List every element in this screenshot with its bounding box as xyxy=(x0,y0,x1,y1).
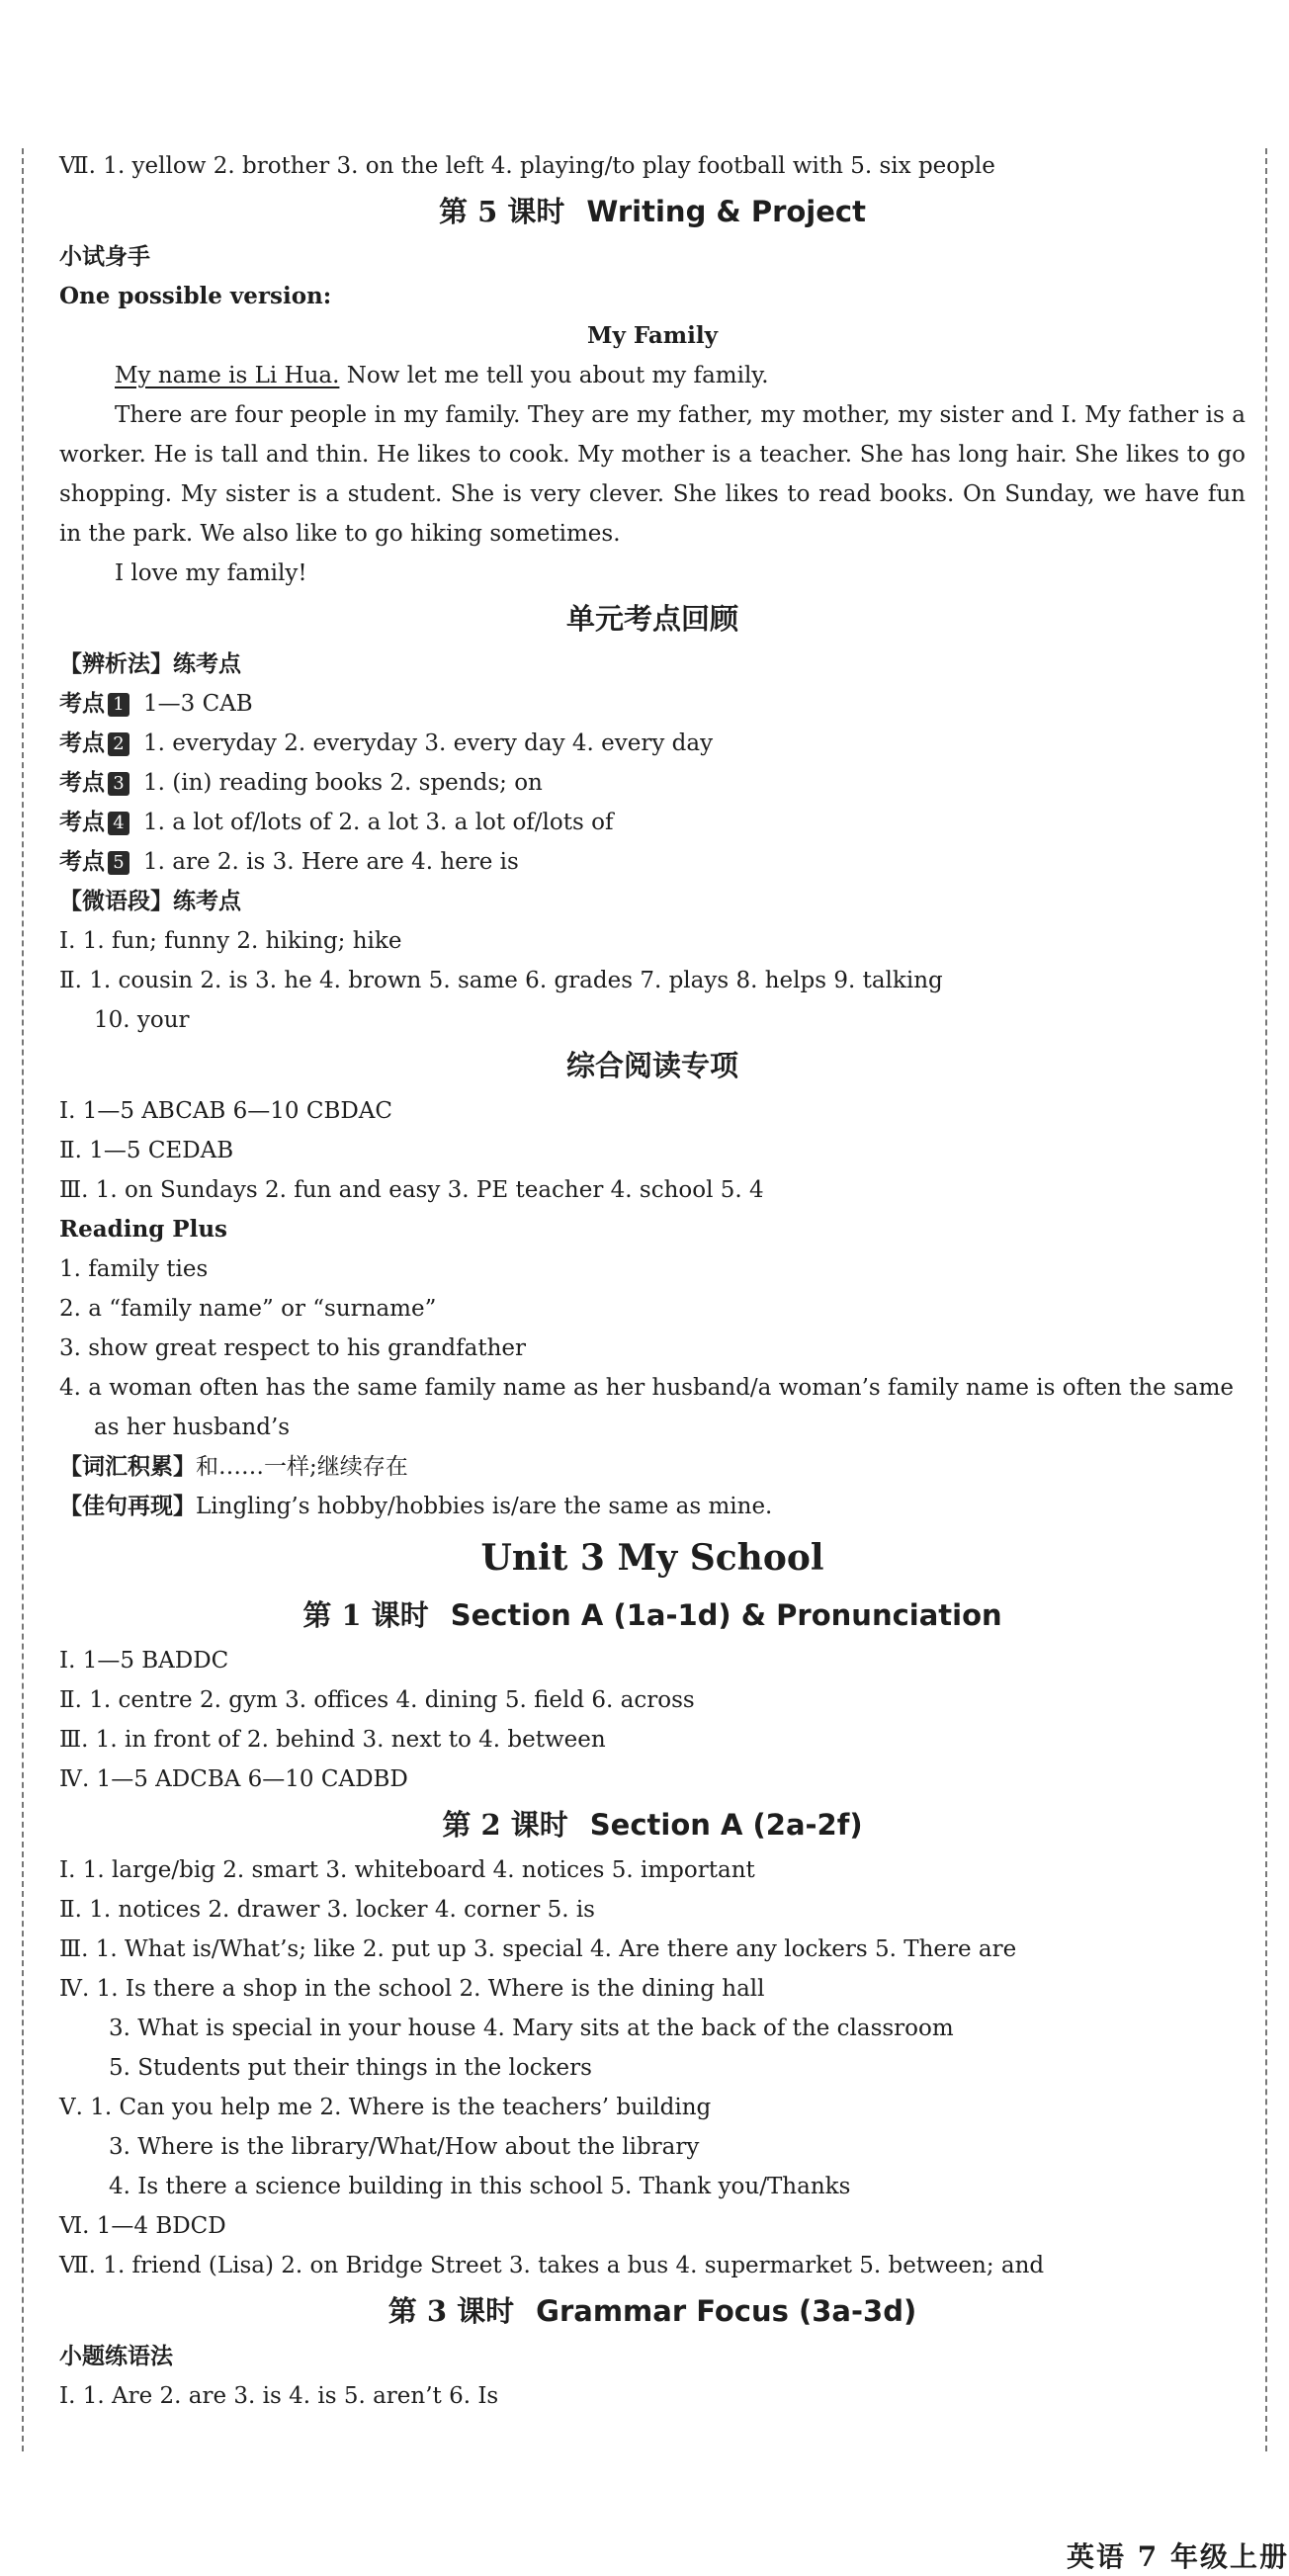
unit3-lesson2-cn: 第 2 课时 xyxy=(442,1808,568,1842)
unit3-lesson3-cn: 第 3 课时 xyxy=(387,2294,515,2328)
kaodian-number-badge: 1 xyxy=(108,693,129,717)
kaodian-row-4 xyxy=(59,803,1246,842)
review-line-i: Ⅰ. 1. fun; funny 2. hiking; hike xyxy=(59,928,402,954)
version-label: One possible version: xyxy=(59,283,332,309)
kaodian-number-badge: 4 xyxy=(108,812,129,835)
essay-paragraph-3: I love my family! xyxy=(115,560,307,586)
kaodian-row-2 xyxy=(59,724,1246,763)
u3l1-line-i: Ⅰ. 1—5 BADDC xyxy=(59,1648,229,1674)
kaodian-answer: 1. everyday 2. everyday 3. every day 4. every day xyxy=(143,730,714,756)
u3l2-line-v: Ⅴ. 1. Can you help me 2. Where is the teachers’ building xyxy=(59,2095,712,2120)
u3l3-line-i: Ⅰ. 1. Are 2. are 3. is 4. is 5. aren’t 6. Is xyxy=(59,2383,499,2409)
unit3-lesson3-en: Grammar Focus (3a-3d) xyxy=(536,2294,917,2328)
reading-plus-4-cont: as her husband’s xyxy=(94,1415,291,1440)
unit3-lesson2-heading xyxy=(59,1799,1246,1850)
unit3-lesson2-en: Section A (2a-2f) xyxy=(589,1808,863,1842)
reading-plus-4: 4. a woman often has the same family name as her husband/a woman’s family name is often the same xyxy=(59,1375,1235,1401)
sentence-text: Lingling’s hobby/hobbies is/are the same as mine. xyxy=(196,1494,773,1519)
vocab-line xyxy=(59,1447,1246,1487)
u3l1-line-iv: Ⅳ. 1—5 ADCBA 6—10 CADBD xyxy=(59,1766,408,1792)
kaodian-answer: 1. a lot of/lots of 2. a lot 3. a lot of/lots of xyxy=(143,810,614,835)
unit3-lesson3-heading xyxy=(59,2285,1246,2337)
lesson5-en: Writing & Project xyxy=(586,195,866,228)
sentence-line xyxy=(59,1487,1246,1526)
left-dashed-rule xyxy=(22,148,24,2451)
kaodian-row-1 xyxy=(59,684,1246,724)
u3l2-line-i: Ⅰ. 1. large/big 2. smart 3. whiteboard 4. notices 5. important xyxy=(59,1857,755,1883)
review-line-ii-cont: 10. your xyxy=(94,1007,190,1033)
reading-plus-1: 1. family ties xyxy=(59,1256,209,1282)
review-subheading-2: 【微语段】练考点 xyxy=(59,888,241,914)
kaodian-answer: 1. are 2. is 3. Here are 4. here is xyxy=(143,849,519,875)
u3l1-line-ii: Ⅱ. 1. centre 2. gym 3. offices 4. dining 5. field 6. across xyxy=(59,1687,695,1713)
reading-plus-2: 2. a “family name” or “surname” xyxy=(59,1296,437,1322)
kaodian-answer: 1. (in) reading books 2. spends; on xyxy=(143,770,543,796)
kaodian-row-3 xyxy=(59,763,1246,803)
u3l1-line-iii: Ⅲ. 1. in front of 2. behind 3. next to 4. between xyxy=(59,1727,606,1753)
review-line-ii: Ⅱ. 1. cousin 2. is 3. he 4. brown 5. same 6. grades 7. plays 8. helps 9. talking xyxy=(59,968,943,993)
kaodian-label: 考点 xyxy=(59,690,105,717)
answer-line-vii-top: Ⅶ. 1. yellow 2. brother 3. on the left 4. playing/to play football with 5. six people xyxy=(59,153,995,179)
essay-paragraph-1 xyxy=(59,356,1246,395)
essay-title: My Family xyxy=(587,322,718,349)
reading-line-ii: Ⅱ. 1—5 CEDAB xyxy=(59,1138,234,1163)
reading-line-iii: Ⅲ. 1. on Sundays 2. fun and easy 3. PE teacher 4. school 5. 4 xyxy=(59,1177,764,1203)
answer-content xyxy=(59,146,1246,2416)
essay-underlined-sentence: My name is Li Hua. xyxy=(115,363,340,388)
u3l2-line-iv-b: 3. What is special in your house 4. Mary sits at the back of the classroom xyxy=(109,2016,954,2041)
page-footer: 英语 7 年级上册 xyxy=(1067,2540,1289,2573)
sentence-tag: 【佳句再现】 xyxy=(59,1493,196,1519)
kaodian-number-badge: 5 xyxy=(108,851,129,875)
review-subheading-1: 【辨析法】练考点 xyxy=(59,650,241,677)
lesson5-cn: 第 5 课时 xyxy=(439,195,565,228)
right-dashed-rule xyxy=(1265,148,1267,2451)
u3l3-subheading: 小题练语法 xyxy=(59,2343,173,2369)
reading-plus-3: 3. show great respect to his grandfather xyxy=(59,1335,527,1361)
kaodian-number-badge: 3 xyxy=(108,772,129,796)
reading-heading: 综合阅读专项 xyxy=(565,1049,738,1082)
u3l2-line-vi: Ⅵ. 1—4 BDCD xyxy=(59,2213,226,2239)
vocab-text: 和……一样;继续存在 xyxy=(196,1454,408,1480)
kaodian-label: 考点 xyxy=(59,730,105,756)
essay-p1-rest: Now let me tell you about my family. xyxy=(339,363,769,388)
lesson5-heading xyxy=(59,186,1246,237)
unit3-title: Unit 3 My School xyxy=(480,1537,824,1579)
kaodian-number-badge: 2 xyxy=(108,732,129,756)
u3l2-line-v-c: 4. Is there a science building in this school 5. Thank you/Thanks xyxy=(109,2174,851,2199)
u3l2-line-iv: Ⅳ. 1. Is there a shop in the school 2. Where is the dining hall xyxy=(59,1976,765,2002)
essay-paragraph-2: There are four people in my family. They are my father, my mother, my sister and I. My father is a worker. He is tall and thin. He likes to cook. My mother is a teacher. She has long hair. She likes to go shopping. My sister is a student. She is very clever. She likes to read books. On Sunday, we have fun in the park. We also like to go hiking sometimes. xyxy=(59,402,1246,547)
kaodian-label: 考点 xyxy=(59,848,105,875)
unit3-lesson1-cn: 第 1 课时 xyxy=(302,1598,429,1632)
unit3-lesson1-heading xyxy=(59,1589,1246,1641)
lesson5-subheading: 小试身手 xyxy=(59,243,150,270)
u3l2-line-vii: Ⅶ. 1. friend (Lisa) 2. on Bridge Street 3. takes a bus 4. supermarket 5. between; and xyxy=(59,2253,1045,2278)
u3l2-line-iii: Ⅲ. 1. What is/What’s; like 2. put up 3. special 4. Are there any lockers 5. There are xyxy=(59,1936,1017,1962)
kaodian-label: 考点 xyxy=(59,769,105,796)
kaodian-label: 考点 xyxy=(59,809,105,835)
review-heading: 单元考点回顾 xyxy=(565,602,738,636)
vocab-tag: 【词汇积累】 xyxy=(59,1453,196,1480)
unit3-lesson1-en: Section A (1a-1d) & Pronunciation xyxy=(450,1598,1002,1632)
reading-line-i: Ⅰ. 1—5 ABCAB 6—10 CBDAC xyxy=(59,1098,393,1124)
u3l2-line-v-b: 3. Where is the library/What/How about the library xyxy=(109,2134,700,2160)
kaodian-answer: 1—3 CAB xyxy=(143,691,253,717)
u3l2-line-iv-c: 5. Students put their things in the lockers xyxy=(109,2055,592,2081)
u3l2-line-ii: Ⅱ. 1. notices 2. drawer 3. locker 4. corner 5. is xyxy=(59,1897,595,1923)
reading-plus-heading: Reading Plus xyxy=(59,1216,227,1243)
kaodian-row-5 xyxy=(59,842,1246,882)
